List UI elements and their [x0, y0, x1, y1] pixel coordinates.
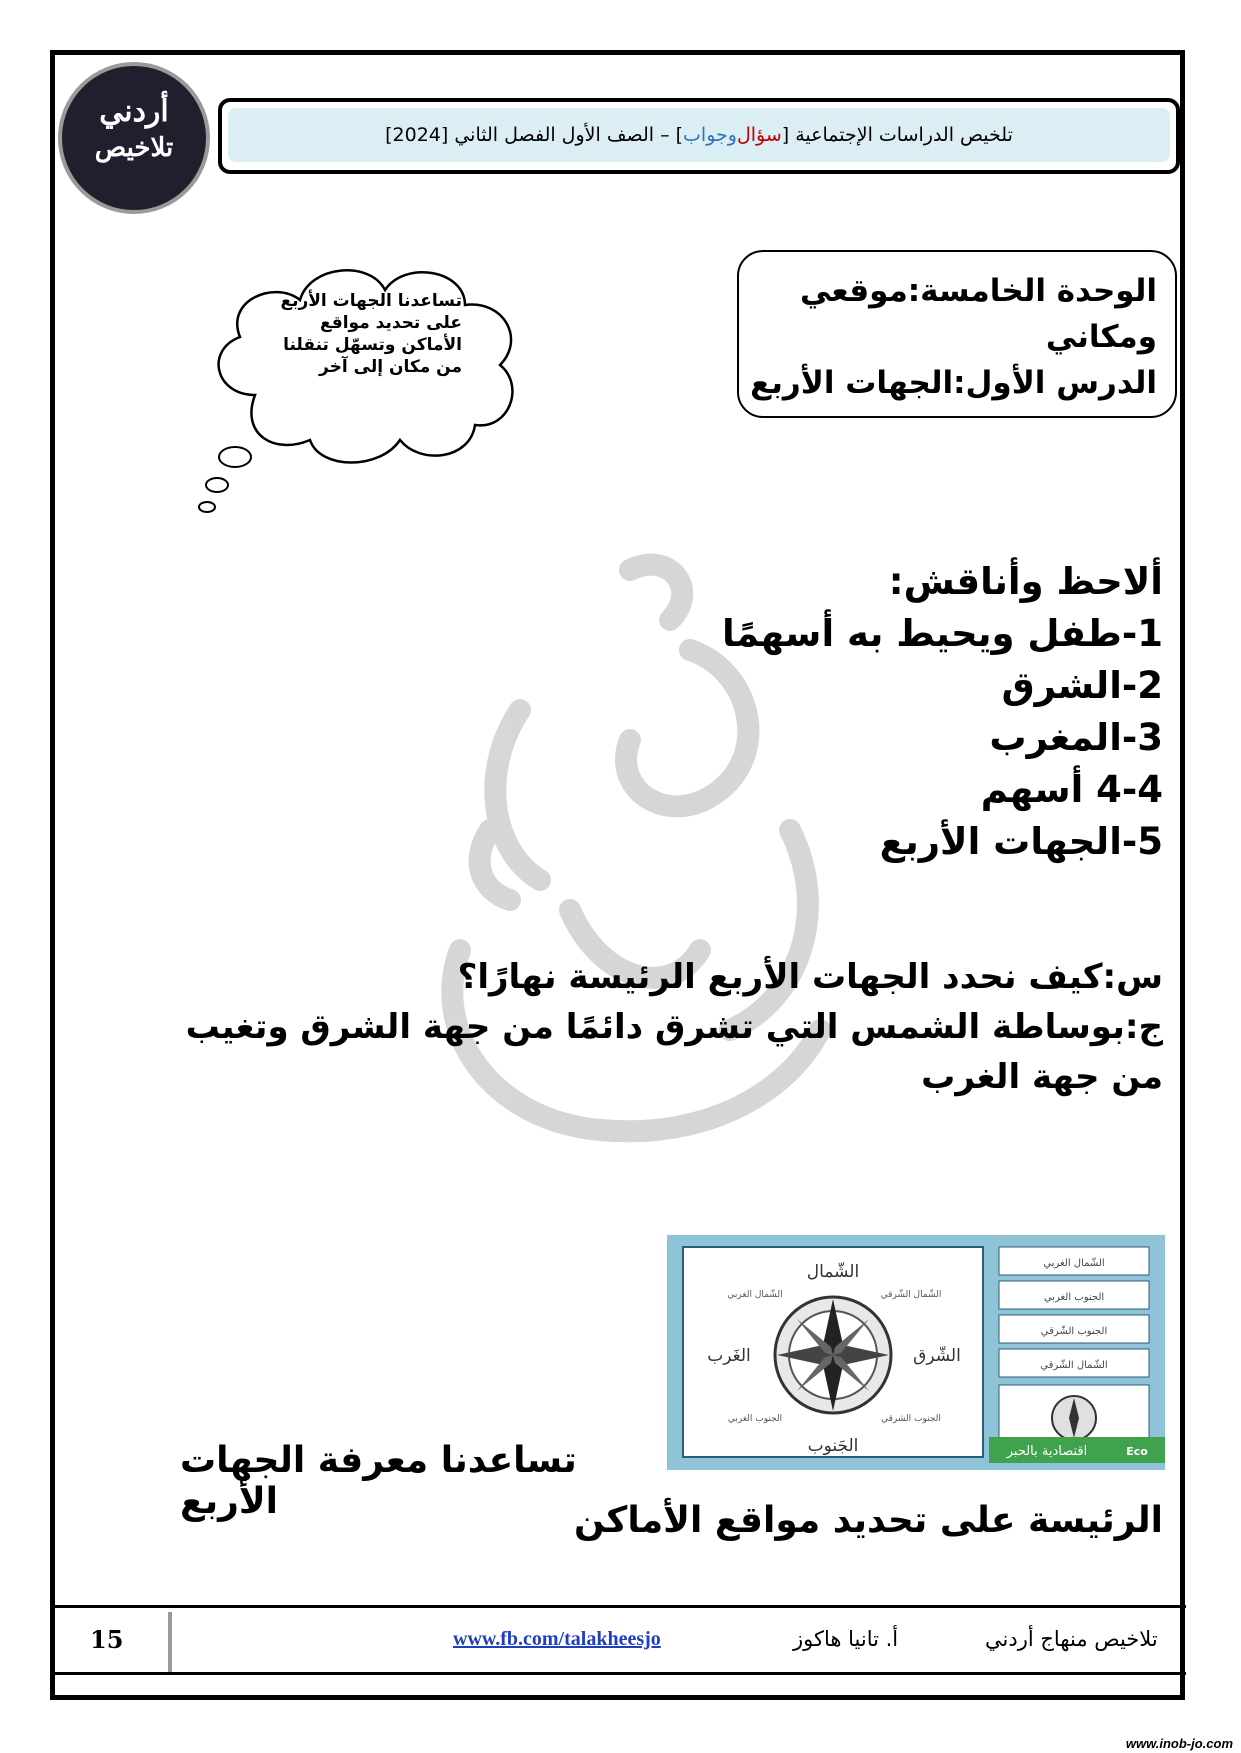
side-card: الشّمال الغربي [1043, 1258, 1105, 1269]
header-banner [218, 98, 1180, 174]
observe-item: 4-4 أسهم [980, 768, 1163, 811]
observe-item: 5-الجهات الأربع [879, 820, 1163, 863]
side-card: الجنوب الشّرقي [1040, 1326, 1108, 1337]
logo-line-2: تلاخيص [94, 133, 174, 163]
compass-sw: الجنوب الغربي [727, 1414, 783, 1424]
compass-illustration [667, 1235, 1165, 1470]
facebook-link[interactable]: www.fb.com/talakheesjo [453, 1628, 661, 1650]
compass-nw: الشّمال الغربي [727, 1290, 783, 1300]
lesson-title: الدرس الأول:الجهات الأربع [750, 365, 1157, 401]
header-answer-word: جواب [683, 124, 728, 146]
unit-lesson-box [737, 250, 1177, 418]
compass-north: الشّمال [806, 1262, 860, 1282]
compass-south: الجَنوب [807, 1436, 859, 1456]
thought-cloud [195, 245, 535, 525]
header-prefix: تلخيص الدراسات الإجتماعية [ [781, 124, 1013, 146]
author-name: أ. تانيا هاكوز [793, 1627, 899, 1651]
observe-item: 2-الشرق [1001, 664, 1163, 707]
footer-separator [168, 1612, 172, 1672]
question-text: س:كيف نحدد الجهات الأربع الرئيسة نهارًا؟ [457, 957, 1163, 997]
logo-line-1: أردني [99, 94, 169, 129]
header-question-word: سؤال [736, 124, 782, 146]
cloud-text: تساعدنا الجهات الأربع على تحديد مواقع الأماكن وتسهّل تنقلنا من مكان إلى آخر [280, 291, 462, 377]
compass-note-line-2: الرئيسة على تحديد مواقع الأماكن [574, 1500, 1163, 1541]
side-card: الجنوب الغربي [1043, 1292, 1105, 1303]
observe-heading: ألاحظ وأناقش: [888, 560, 1163, 603]
page-number: 15 [90, 1625, 124, 1654]
header-suffix: ] – الصف الأول الفصل الثاني [2024] [385, 124, 684, 146]
side-card: الشّمال الشّرقي [1040, 1360, 1108, 1371]
compass-east: الشّرق [913, 1346, 961, 1366]
answer-text: ج:بوساطة الشمس التي تشرق دائمًا من جهة الشرق وتغيب من جهة الغرب [185, 1007, 1163, 1097]
header-title [228, 108, 1170, 162]
compass-ne: الشّمال الشّرقي [880, 1290, 942, 1300]
footer-top-rule [55, 1605, 1186, 1608]
question-answer [163, 952, 1163, 1102]
eco-badge-text: اقتصادية بالحبر [1006, 1444, 1088, 1459]
footer-bottom-rule [55, 1672, 1186, 1675]
observe-section [463, 556, 1163, 868]
compass-note-line-1: تساعدنا معرفة الجهات الأربع [180, 1440, 577, 1522]
eco-label: Eco [1126, 1445, 1148, 1458]
header-and-word: و [727, 124, 737, 146]
logo-seal [58, 62, 210, 214]
compass-west: الغَرب [707, 1346, 751, 1366]
observe-item: 1-طفل ويحيط به أسهمًا [721, 612, 1163, 655]
corner-site: www.inob-jo.com [1125, 1736, 1233, 1751]
compass-se: الجنوب الشرقي [881, 1414, 941, 1424]
unit-title: الوحدة الخامسة:موقعي ومكاني [799, 273, 1157, 355]
brand-name: تلاخيص منهاج أردني [985, 1627, 1158, 1651]
observe-item: 3-المغرب [989, 716, 1163, 759]
